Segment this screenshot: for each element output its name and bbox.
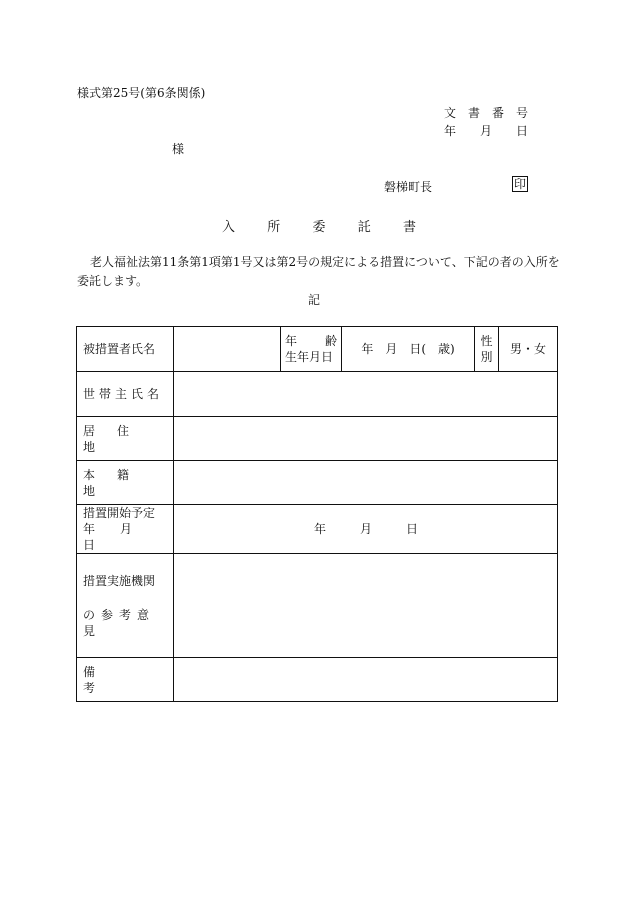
birthdate-value: 年 月 日( 歳)	[361, 342, 455, 356]
addressee-suffix: 様	[172, 142, 185, 156]
domicile-label-cell	[77, 461, 174, 505]
sex-label-top: 性	[480, 334, 493, 348]
start-month: 月	[359, 522, 372, 536]
domicile-field[interactable]	[174, 461, 558, 505]
title-char: 託	[357, 220, 371, 235]
remarks-label: 備考	[83, 664, 158, 695]
seal-mark	[512, 176, 528, 192]
domicile-label: 本籍地	[83, 467, 152, 498]
residence-field[interactable]	[174, 417, 558, 461]
household-label-cell	[77, 372, 174, 417]
agency-opinion-label-bottom: の参考意見	[83, 607, 156, 638]
start-date-label-cell	[77, 505, 174, 554]
sex-field[interactable]	[499, 327, 558, 372]
remarks-field[interactable]	[174, 658, 558, 702]
ki-label: 記	[308, 293, 321, 307]
household-field[interactable]	[174, 372, 558, 417]
table-row	[77, 372, 558, 417]
agency-opinion-field[interactable]	[174, 554, 558, 658]
table-row	[77, 461, 558, 505]
start-date-label-bottom: 年月日	[83, 522, 158, 552]
agency-opinion-label-cell	[77, 554, 174, 658]
table-row	[77, 327, 558, 372]
issue-date-label: 年 月 日	[444, 124, 529, 138]
age-label-char: 年	[285, 334, 298, 348]
age-label-char: 齢	[324, 334, 337, 348]
entrustment-form-table	[76, 326, 558, 702]
title-char: 入	[222, 220, 236, 235]
issuer-name: 磐梯町長	[384, 180, 433, 194]
table-row	[77, 554, 558, 658]
body-text-line2: 委託します。	[77, 274, 149, 288]
start-year: 年	[314, 522, 327, 536]
name-label: 被措置者氏名	[83, 342, 156, 356]
residence-label-cell	[77, 417, 174, 461]
title-char: 委	[312, 220, 326, 235]
seal-text: 印	[514, 177, 527, 191]
age-label-cell	[281, 327, 342, 372]
document-title	[222, 216, 416, 235]
start-date-label-top: 措置開始予定	[83, 506, 156, 520]
table-row	[77, 417, 558, 461]
form-number: 様式第25号(第6条関係)	[77, 86, 206, 100]
birthdate-field[interactable]	[342, 327, 475, 372]
name-label-cell	[77, 327, 174, 372]
document-number-label: 文 書 番 号	[444, 106, 529, 120]
start-day: 日	[405, 522, 418, 536]
birthdate-label: 生年月日	[285, 350, 334, 364]
residence-label: 居住地	[83, 423, 152, 454]
title-char: 所	[267, 220, 281, 235]
remarks-label-cell	[77, 658, 174, 702]
sex-value: 男・女	[509, 342, 546, 356]
table-row	[77, 505, 558, 554]
name-field[interactable]	[174, 327, 281, 372]
body-text-line1: 老人福祉法第11条第1項第1号又は第2号の規定による措置について、下記の者の入所を	[90, 255, 560, 269]
table-row	[77, 658, 558, 702]
sex-label-bottom: 別	[480, 350, 493, 364]
sex-label-cell	[475, 327, 499, 372]
start-date-field[interactable]	[174, 505, 558, 554]
title-char: 書	[402, 220, 416, 235]
household-label: 世帯主氏名	[83, 387, 164, 401]
agency-opinion-label-top: 措置実施機関	[83, 573, 156, 588]
